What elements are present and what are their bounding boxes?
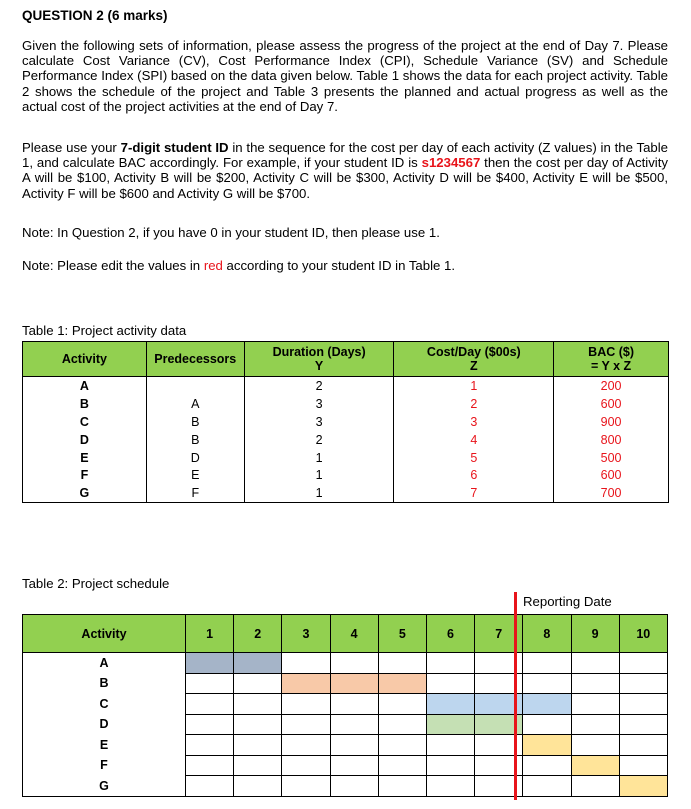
- activity-cell: G: [23, 484, 147, 502]
- gantt-empty-cell: [330, 714, 378, 735]
- gantt-empty-cell: [426, 735, 474, 756]
- gantt-empty-cell: [282, 714, 330, 735]
- gantt-empty-cell: [619, 673, 667, 694]
- gantt-empty-cell: [234, 776, 282, 797]
- day-header: 4: [330, 615, 378, 653]
- schedule-activity-cell: E: [23, 735, 186, 756]
- activity-cell: B: [23, 395, 147, 413]
- duration-header-label: Duration (Days): [272, 345, 366, 359]
- gantt-bar-cell: [186, 653, 234, 674]
- predecessor-cell: B: [146, 431, 244, 449]
- table-row: [23, 377, 669, 395]
- reporting-date-line: [514, 592, 517, 800]
- gantt-bar-cell: [282, 673, 330, 694]
- gantt-empty-cell: [186, 735, 234, 756]
- schedule-activity-header: Activity: [23, 615, 186, 653]
- gantt-empty-cell: [378, 776, 426, 797]
- table-row: [23, 466, 669, 484]
- gantt-empty-cell: [523, 653, 571, 674]
- table1-caption: Table 1: Project activity data: [22, 323, 187, 338]
- duration-cell: 3: [244, 395, 394, 413]
- cost-cell[interactable]: 4: [394, 431, 554, 449]
- gantt-empty-cell: [378, 714, 426, 735]
- activity-cell: F: [23, 466, 147, 484]
- schedule-activity-cell: A: [23, 653, 186, 674]
- schedule-header-row: [23, 615, 668, 653]
- gantt-empty-cell: [571, 673, 619, 694]
- activity-cell: D: [23, 431, 147, 449]
- predecessor-cell: [146, 377, 244, 395]
- predecessor-cell: B: [146, 413, 244, 431]
- day-header: 6: [426, 615, 474, 653]
- instructions-text: Please use your: [22, 140, 121, 155]
- bac-cell[interactable]: 800: [554, 431, 669, 449]
- schedule-row: [23, 673, 668, 694]
- gantt-empty-cell: [619, 653, 667, 674]
- gantt-empty-cell: [330, 735, 378, 756]
- day-header: 9: [571, 615, 619, 653]
- day-header: 10: [619, 615, 667, 653]
- table-row: [23, 431, 669, 449]
- predecessor-cell: D: [146, 449, 244, 467]
- gantt-empty-cell: [523, 776, 571, 797]
- gantt-bar-cell: [426, 714, 474, 735]
- gantt-bar-cell: [234, 653, 282, 674]
- gantt-empty-cell: [234, 694, 282, 715]
- schedule-activity-cell: G: [23, 776, 186, 797]
- gantt-bar-cell: [426, 694, 474, 715]
- gantt-empty-cell: [523, 714, 571, 735]
- gantt-bar-cell: [378, 673, 426, 694]
- gantt-empty-cell: [282, 694, 330, 715]
- schedule-activity-cell: D: [23, 714, 186, 735]
- bac-cell[interactable]: 900: [554, 413, 669, 431]
- gantt-empty-cell: [282, 776, 330, 797]
- gantt-bar-cell: [523, 694, 571, 715]
- bac-cell[interactable]: 200: [554, 377, 669, 395]
- gantt-empty-cell: [571, 653, 619, 674]
- gantt-empty-cell: [378, 755, 426, 776]
- duration-header-symbol: Y: [314, 359, 324, 373]
- bac-cell[interactable]: 600: [554, 395, 669, 413]
- predecessor-cell: E: [146, 466, 244, 484]
- gantt-empty-cell: [282, 653, 330, 674]
- activity-header: Activity: [23, 342, 147, 377]
- activity-cell: E: [23, 449, 147, 467]
- gantt-empty-cell: [571, 714, 619, 735]
- gantt-empty-cell: [282, 755, 330, 776]
- gantt-empty-cell: [619, 735, 667, 756]
- cost-cell[interactable]: 5: [394, 449, 554, 467]
- gantt-bar-cell: [619, 776, 667, 797]
- instructions-text-2: in the sequence for the cost per day of each activity (Z values) in the Table 1, and calculate BAC accordingly. For example, if your student ID is: [22, 140, 668, 171]
- day-header: 1: [186, 615, 234, 653]
- gantt-empty-cell: [571, 776, 619, 797]
- schedule-row: [23, 653, 668, 674]
- gantt-empty-cell: [426, 653, 474, 674]
- schedule-row: [23, 776, 668, 797]
- note-zero-id: Note: In Question 2, if you have 0 in your student ID, then please use 1.: [22, 225, 440, 240]
- gantt-empty-cell: [426, 776, 474, 797]
- activity-cell: C: [23, 413, 147, 431]
- gantt-empty-cell: [186, 714, 234, 735]
- day-header: 3: [282, 615, 330, 653]
- gantt-empty-cell: [234, 755, 282, 776]
- cost-cell[interactable]: 7: [394, 484, 554, 502]
- schedule-activity-cell: F: [23, 755, 186, 776]
- predecessor-cell: F: [146, 484, 244, 502]
- gantt-empty-cell: [186, 776, 234, 797]
- cost-header-symbol: Z: [470, 359, 478, 373]
- cost-header: [394, 342, 554, 377]
- schedule-row: [23, 714, 668, 735]
- schedule-row: [23, 735, 668, 756]
- gantt-empty-cell: [523, 673, 571, 694]
- predecessors-header: Predecessors: [146, 342, 244, 377]
- gantt-empty-cell: [330, 755, 378, 776]
- bac-header: [554, 342, 669, 377]
- gantt-empty-cell: [426, 755, 474, 776]
- gantt-empty-cell: [186, 755, 234, 776]
- gantt-empty-cell: [619, 714, 667, 735]
- note-edit-red: [22, 258, 455, 273]
- gantt-bar-cell: [571, 755, 619, 776]
- table-row: [23, 484, 669, 502]
- gantt-empty-cell: [186, 694, 234, 715]
- gantt-empty-cell: [571, 735, 619, 756]
- example-student-id: s1234567: [421, 155, 481, 171]
- gantt-empty-cell: [426, 673, 474, 694]
- schedule-activity-cell: B: [23, 673, 186, 694]
- activity-cell: A: [23, 377, 147, 395]
- bac-cell[interactable]: 500: [554, 449, 669, 467]
- day-header: 7: [475, 615, 523, 653]
- gantt-empty-cell: [234, 714, 282, 735]
- duration-cell: 2: [244, 431, 394, 449]
- intro-paragraph: Given the following sets of information, please assess the progress of the project at the end of Day 7. Please calculate Cost Variance (CV), Cost Performance Index (CPI), Schedule Variance (SV) and Schedule Performance Index (SPI) based on the data given below. Table 1 shows the data for each project activity. Table 2 shows the schedule of the project and Table 3 presents the planned and actual progress as well as the actual cost of the project activities at the end of Day 7.: [22, 38, 668, 114]
- cost-cell[interactable]: 3: [394, 413, 554, 431]
- reporting-date-label: Reporting Date: [523, 594, 612, 609]
- note-edit-text: Note: Please edit the values in: [22, 258, 204, 273]
- bac-header-label: BAC ($): [588, 345, 635, 359]
- gantt-bar-cell: [523, 735, 571, 756]
- instructions-text-3: then the cost per day of Activity A will be $100, Activity B will be $200, Activity C will be $300, Activity D will be $400, Activity E will be $500, Activity F will be $600 and Activity G will be $700.: [22, 155, 668, 201]
- gantt-empty-cell: [234, 673, 282, 694]
- schedule-row: [23, 755, 668, 776]
- table1-header-row: [23, 342, 669, 377]
- gantt-empty-cell: [330, 776, 378, 797]
- day-header: 8: [523, 615, 571, 653]
- cost-cell[interactable]: 1: [394, 377, 554, 395]
- duration-cell: 2: [244, 377, 394, 395]
- bac-cell[interactable]: 600: [554, 466, 669, 484]
- note-edit-text-2: according to your student ID in Table 1.: [222, 258, 456, 273]
- table-row: [23, 449, 669, 467]
- gantt-empty-cell: [330, 653, 378, 674]
- cost-cell[interactable]: 6: [394, 466, 554, 484]
- gantt-empty-cell: [186, 673, 234, 694]
- gantt-empty-cell: [378, 653, 426, 674]
- duration-cell: 1: [244, 466, 394, 484]
- student-id-emphasis: 7-digit student ID: [120, 140, 229, 155]
- day-header: 5: [378, 615, 426, 653]
- table-row: [23, 413, 669, 431]
- gantt-empty-cell: [378, 735, 426, 756]
- day-header: 2: [234, 615, 282, 653]
- bac-header-formula: = Y x Z: [590, 359, 632, 373]
- bac-cell[interactable]: 700: [554, 484, 669, 502]
- schedule-activity-cell: C: [23, 694, 186, 715]
- predecessor-cell: A: [146, 395, 244, 413]
- instructions-paragraph: [22, 140, 668, 201]
- duration-cell: 3: [244, 413, 394, 431]
- schedule-row: [23, 694, 668, 715]
- table2-caption: Table 2: Project schedule: [22, 576, 170, 591]
- cost-header-label: Cost/Day ($00s): [426, 345, 521, 359]
- project-schedule-table: [22, 614, 668, 797]
- gantt-empty-cell: [378, 694, 426, 715]
- gantt-empty-cell: [619, 755, 667, 776]
- cost-cell[interactable]: 2: [394, 395, 554, 413]
- project-activity-table: [22, 341, 669, 503]
- gantt-empty-cell: [282, 735, 330, 756]
- gantt-empty-cell: [234, 735, 282, 756]
- question-title: QUESTION 2 (6 marks): [22, 8, 168, 23]
- gantt-empty-cell: [571, 694, 619, 715]
- duration-cell: 1: [244, 484, 394, 502]
- gantt-empty-cell: [523, 755, 571, 776]
- duration-header: [244, 342, 394, 377]
- gantt-empty-cell: [330, 694, 378, 715]
- gantt-bar-cell: [330, 673, 378, 694]
- note-red-word: red: [203, 258, 223, 273]
- table-row: [23, 395, 669, 413]
- gantt-empty-cell: [619, 694, 667, 715]
- duration-cell: 1: [244, 449, 394, 467]
